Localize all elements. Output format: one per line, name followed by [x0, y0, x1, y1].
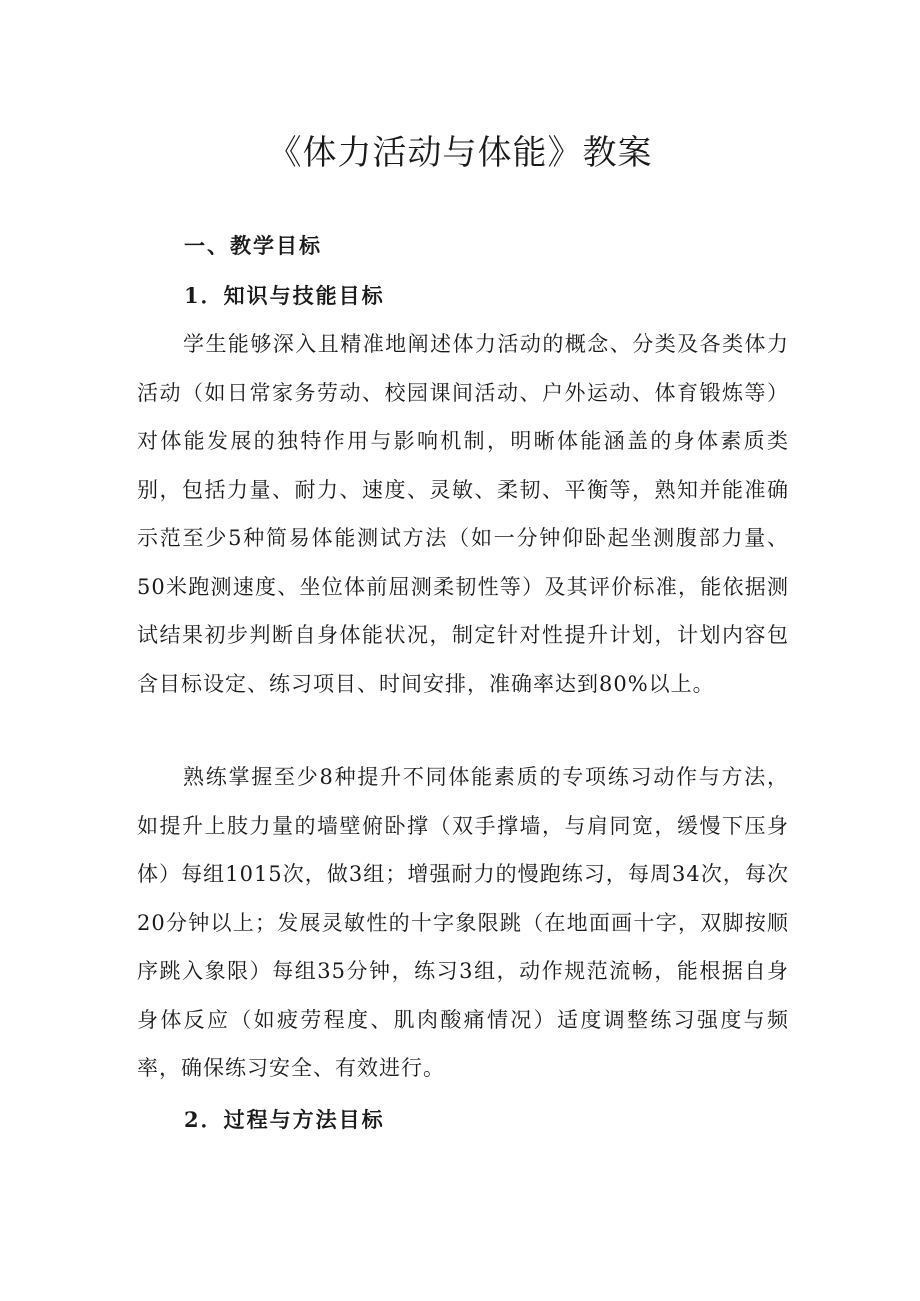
subsection-heading-process-methods: 2．过程与方法目标	[184, 1107, 385, 1132]
paragraph-skill-exercises: 熟练掌握至少8种提升不同体能素质的专项练习动作与方法，如提升上肢力量的墙壁俯卧撑（双手撑墙，与肩同宽，缓慢下压身体）每组1015次，做3组；增强耐力的慢跑练习，每周34次，每次20分钟以上；发展灵敏性的十字象限跳（在地面画十字，双脚按顺序跳入象限）每组35分钟，练习3组，动作规范流畅，能根据自身身体反应（如疲劳程度、肌肉酸痛情况）适度调整练习强度与频率，确保练习安全、有效进行。	[137, 765, 789, 1080]
paragraph-knowledge-objectives: 学生能够深入且精准地阐述体力活动的概念、分类及各类体力活动（如日常家务劳动、校园课间活动、户外运动、体育锻炼等）对体能发展的独特作用与影响机制，明晰体能涵盖的身体素质类别，包括力量、耐力、速度、灵敏、柔韧、平衡等，熟知并能准确示范至少5种简易体能测试方法（如一分钟仰卧起坐测腹部力量、50米跑测速度、坐位体前屈测柔韧性等）及其评价标准，能依据测试结果初步判断自身体能状况，制定针对性提升计划，计划内容包含目标设定、练习项目、时间安排，准确率达到80%以上。	[137, 332, 789, 696]
subsection-heading-knowledge-skills: 1．知识与技能目标	[184, 283, 385, 308]
document-title: 《体力活动与体能》教案	[267, 133, 653, 173]
section-heading-teaching-objectives: 一、教学目标	[184, 234, 322, 258]
